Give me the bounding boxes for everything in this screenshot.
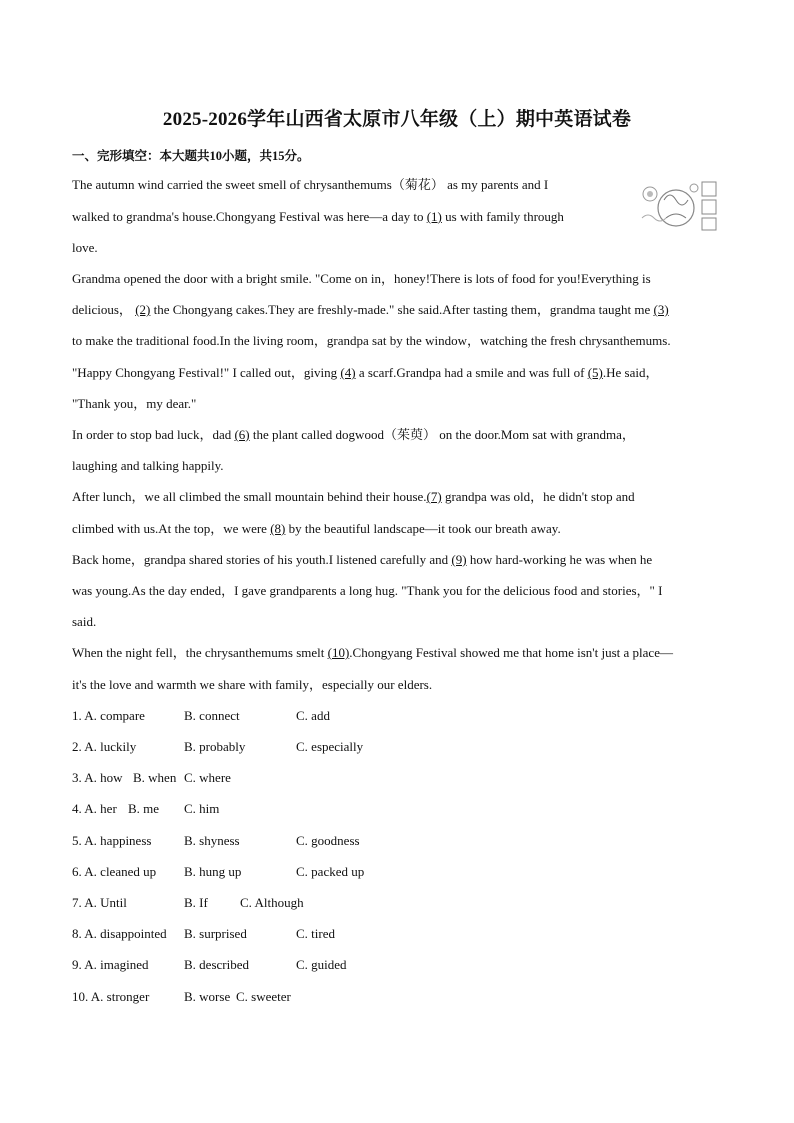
passage-line: Back home，grandpa shared stories of his youth.I listened carefully and (9) how hard-working he was when he — [72, 552, 653, 567]
option-a: 8. A. disappointed — [72, 926, 167, 941]
blank-5: (5) — [587, 365, 603, 380]
option-b: B. If — [184, 895, 208, 910]
option-b: B. hung up — [184, 864, 242, 879]
blank-7: (7) — [426, 489, 442, 504]
option-c: C. sweeter — [236, 989, 291, 1004]
blank-1: (1) — [426, 209, 442, 224]
passage-line: walked to grandma's house.Chongyang Festival was here—a day to (1) us with family through — [72, 209, 564, 224]
option-a: 5. A. happiness — [72, 833, 152, 848]
passage-line: In order to stop bad luck，dad (6) the plant called dogwood（茱萸） on the door.Mom sat with grandma， — [72, 427, 635, 442]
passage-line: The autumn wind carried the sweet smell of chrysanthemums（菊花） as my parents and I — [72, 177, 549, 192]
option-a: 1. A. compare — [72, 708, 145, 723]
option-b: B. probably — [184, 739, 246, 754]
blank-9: (9) — [451, 552, 467, 567]
passage-line: love. — [72, 240, 98, 255]
passage-line: laughing and talking happily. — [72, 458, 224, 473]
option-a: 9. A. imagined — [72, 957, 149, 972]
option-b: B. surprised — [184, 926, 247, 941]
option-b: B. connect — [184, 708, 240, 723]
option-c: C. guided — [296, 957, 347, 972]
passage-line: climbed with us.At the top，we were (8) by the beautiful landscape—it took our breath away. — [72, 521, 561, 536]
page-title: 2025-2026学年山西省太原市八年级（上）期中英语试卷 — [162, 109, 632, 130]
option-c: C. especially — [296, 739, 364, 754]
passage-line: When the night fell，the chrysanthemums smelt (10).Chongyang Festival showed me that home isn't just a place— — [72, 645, 673, 660]
passage-line: delicious， (2) the Chongyang cakes.They are freshly-made." she said.After tasting them，grandma taught me (3) — [72, 302, 669, 317]
passage-line: was young.As the day ended，I gave grandparents a long hug. "Thank you for the delicious food and stories，" I — [72, 583, 663, 598]
blank-3: (3) — [653, 302, 669, 317]
blank-4: (4) — [340, 365, 356, 380]
passage-line: said. — [72, 614, 97, 629]
passage-line: "Happy Chongyang Festival!" I called out，giving (4) a scarf.Grandpa had a smile and was full of (5).He said， — [72, 365, 659, 380]
passage-line: it's the love and warmth we share with family，especially our elders. — [72, 677, 433, 692]
option-c: C. add — [296, 708, 330, 723]
option-c: C. packed up — [296, 864, 365, 879]
option-a: 6. A. cleaned up — [72, 864, 157, 879]
option-a: 4. A. her — [72, 801, 117, 816]
option-c: C. goodness — [296, 833, 360, 848]
option-a: 3. A. how — [72, 770, 123, 785]
option-b: B. when — [133, 770, 177, 785]
option-c: C. Although — [240, 895, 304, 910]
option-a: 10. A. stronger — [72, 989, 150, 1004]
option-b: B. shyness — [184, 833, 240, 848]
blank-6: (6) — [234, 427, 250, 442]
passage-line: "Thank you，my dear." — [72, 396, 197, 411]
blank-10: (10) — [327, 645, 350, 660]
passage-line: After lunch，we all climbed the small mountain behind their house.(7) grandpa was old，he didn't stop and — [72, 489, 635, 504]
option-c: C. him — [184, 801, 220, 816]
option-b: B. worse — [184, 989, 231, 1004]
option-a: 2. A. luckily — [72, 739, 137, 754]
passage-line: to make the traditional food.In the living room，grandpa sat by the window，watching the fresh chrysanthemums. — [72, 333, 671, 348]
passage-line: Grandma opened the door with a bright smile. "Come on in，honey!There is lots of food for you!Everything is — [72, 271, 651, 286]
option-a: 7. A. Until — [72, 895, 127, 910]
option-b: B. described — [184, 957, 249, 972]
chongyang-illustration-icon — [636, 178, 722, 234]
option-c: C. where — [184, 770, 231, 785]
section-heading: 一、完形填空：本大题共10小题，共15分。 — [72, 149, 310, 163]
option-b: B. me — [128, 801, 160, 816]
blank-8: (8) — [270, 521, 286, 536]
blank-2: (2) — [135, 302, 151, 317]
option-c: C. tired — [296, 926, 335, 941]
